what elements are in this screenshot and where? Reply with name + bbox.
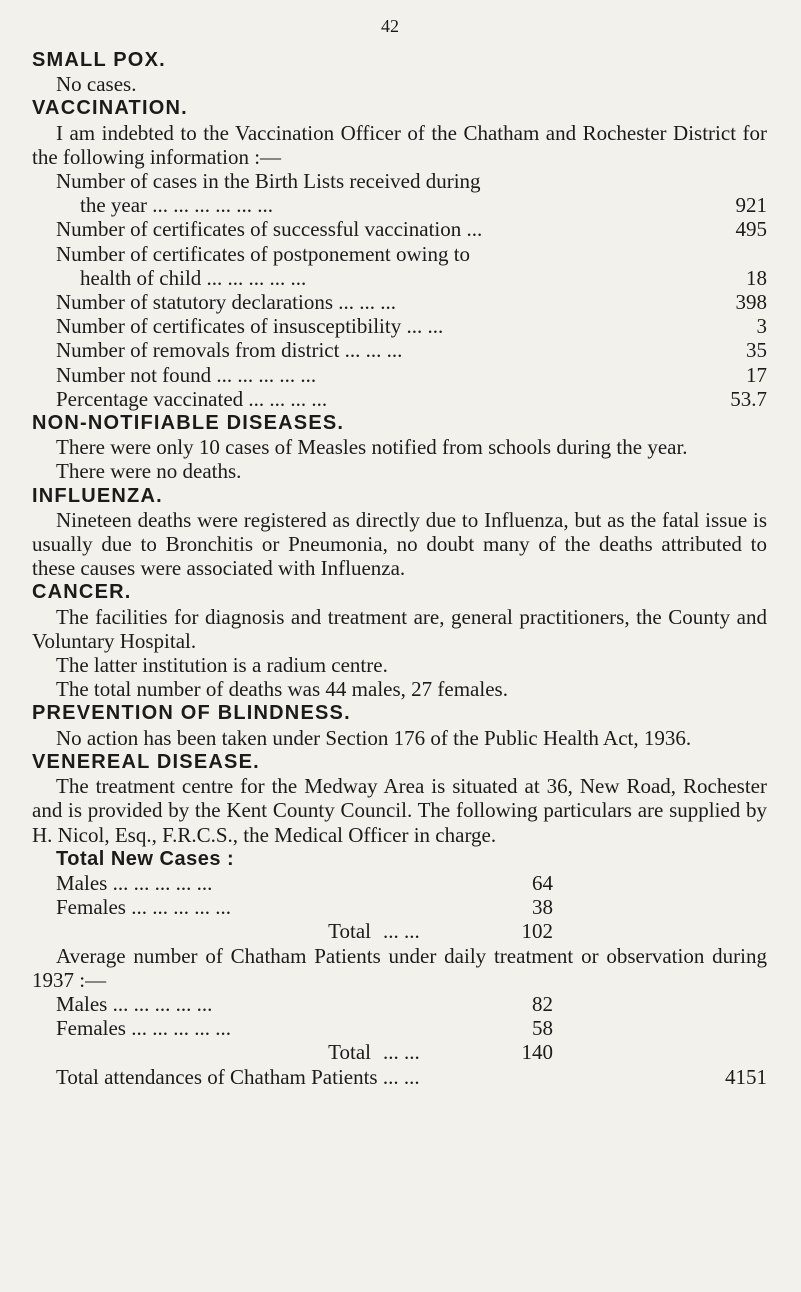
vaccination-row (56, 363, 767, 387)
new-cases-heading: Total New Cases : (56, 847, 235, 870)
attendances-label: Total attendances of Chatham Patients ... ... (56, 1064, 420, 1089)
non-notifiable-p1: There were only 10 cases of Measles notified from schools during the year. (56, 435, 688, 460)
vaccination-row-label: Number of statutory declarations ... ... ... (56, 290, 396, 315)
new-cases-label: Males ... ... ... ... ... (56, 870, 213, 895)
average-value: 82 (532, 991, 553, 1016)
heading-non-notifiable: NON-NOTIFIABLE DISEASES. (32, 412, 345, 435)
vaccination-row-label: Number of certificates of successful vaccination ... (56, 217, 483, 242)
vaccination-row (56, 266, 767, 290)
vaccination-row-label: the year ... ... ... ... ... ... (80, 193, 274, 218)
vaccination-row-value: 35 (746, 338, 767, 363)
vaccination-table (32, 169, 767, 411)
average-total-dots: ... ... (383, 1040, 420, 1065)
heading-small-pox: SMALL POX. (32, 49, 166, 71)
vaccination-row-value: 18 (746, 265, 767, 290)
vaccination-row (56, 290, 767, 314)
blindness-p1: No action has been taken under Section 176 of the Public Health Act, 1936. (56, 725, 692, 750)
attendances-row (56, 1065, 767, 1089)
influenza-p1: Nineteen deaths were registered as directly due to Influenza, but as the fatal issue is usually due to Bronchitis or Pneumonia, no doubt many of the deaths attributed to these causes were associated with Influenza. (32, 507, 767, 581)
heading-vaccination: VACCINATION. (32, 97, 188, 120)
average-intro: Average number of Chatham Patients under daily treatment or observation during 1937 :— (32, 943, 767, 992)
small-pox-text: No cases. (56, 72, 137, 97)
new-cases-total-value: 102 (521, 919, 553, 944)
new-cases-row (56, 895, 553, 919)
average-table (32, 992, 553, 1065)
vaccination-row (56, 338, 767, 362)
vaccination-row-value: 3 (756, 314, 767, 339)
new-cases-total-dots: ... ... (383, 919, 420, 944)
document-body (32, 48, 767, 1089)
new-cases-table (32, 871, 553, 944)
new-cases-total-row (56, 919, 553, 943)
vaccination-row (56, 387, 767, 411)
vaccination-row-label-line1: Number of certificates of postponement owing to (56, 241, 471, 266)
new-cases-value: 38 (532, 895, 553, 920)
average-total-row (56, 1040, 553, 1064)
vaccination-row-value: 53.7 (730, 386, 767, 411)
average-row (56, 1016, 553, 1040)
new-cases-value: 64 (532, 870, 553, 895)
vaccination-row (56, 193, 767, 217)
vaccination-row-value: 921 (735, 193, 767, 218)
average-total-label: Total (328, 1040, 371, 1065)
heading-prevention-of-blindness: PREVENTION OF BLINDNESS. (32, 702, 351, 725)
vaccination-row-value: 398 (735, 290, 767, 315)
cancer-p3: The total number of deaths was 44 males, 27 females. (56, 677, 508, 702)
vaccination-row-label: Number of certificates of insusceptibility ... ... (56, 314, 444, 339)
venereal-p1: The treatment centre for the Medway Area is situated at 36, New Road, Rochester and is provided by the Kent County Council. The following particulars are supplied by H. Nicol, Esq., F.R.C.S., the Medical Officer in charge. (32, 774, 767, 847)
average-value: 58 (532, 1016, 553, 1041)
vaccination-row-value: 17 (746, 362, 767, 387)
vaccination-row (56, 217, 767, 241)
average-row (56, 992, 553, 1016)
vaccination-row-label: health of child ... ... ... ... ... (80, 265, 307, 290)
vaccination-row (56, 314, 767, 338)
vaccination-intro: I am indebted to the Vaccination Officer of the Chatham and Rochester District for the following information :— (32, 120, 767, 169)
cancer-p1: The facilities for diagnosis and treatment are, general practitioners, the County and Voluntary Hospital. (32, 604, 767, 653)
non-notifiable-p2: There were no deaths. (56, 459, 242, 484)
new-cases-total-label: Total (328, 919, 371, 944)
vaccination-row-label: Percentage vaccinated ... ... ... ... (56, 386, 328, 411)
average-label: Females ... ... ... ... ... (56, 1016, 231, 1041)
average-label: Males ... ... ... ... ... (56, 991, 213, 1016)
new-cases-row (56, 871, 553, 895)
vaccination-row-label: Number of removals from district ... ... ... (56, 338, 403, 363)
new-cases-label: Females ... ... ... ... ... (56, 895, 231, 920)
vaccination-row-label: Number not found ... ... ... ... ... (56, 362, 317, 387)
heading-cancer: CANCER. (32, 581, 132, 604)
cancer-p2: The latter institution is a radium centre. (56, 653, 388, 678)
average-total-value: 140 (521, 1040, 553, 1065)
attendances-block (32, 1065, 767, 1089)
heading-influenza: INFLUENZA. (32, 484, 163, 507)
page-number: 42 (381, 16, 399, 36)
heading-venereal-disease: VENEREAL DISEASE. (32, 750, 260, 773)
attendances-value: 4151 (725, 1064, 767, 1089)
vaccination-row-value: 495 (735, 217, 767, 242)
vaccination-row-label-line1: Number of cases in the Birth Lists received during (56, 169, 481, 194)
